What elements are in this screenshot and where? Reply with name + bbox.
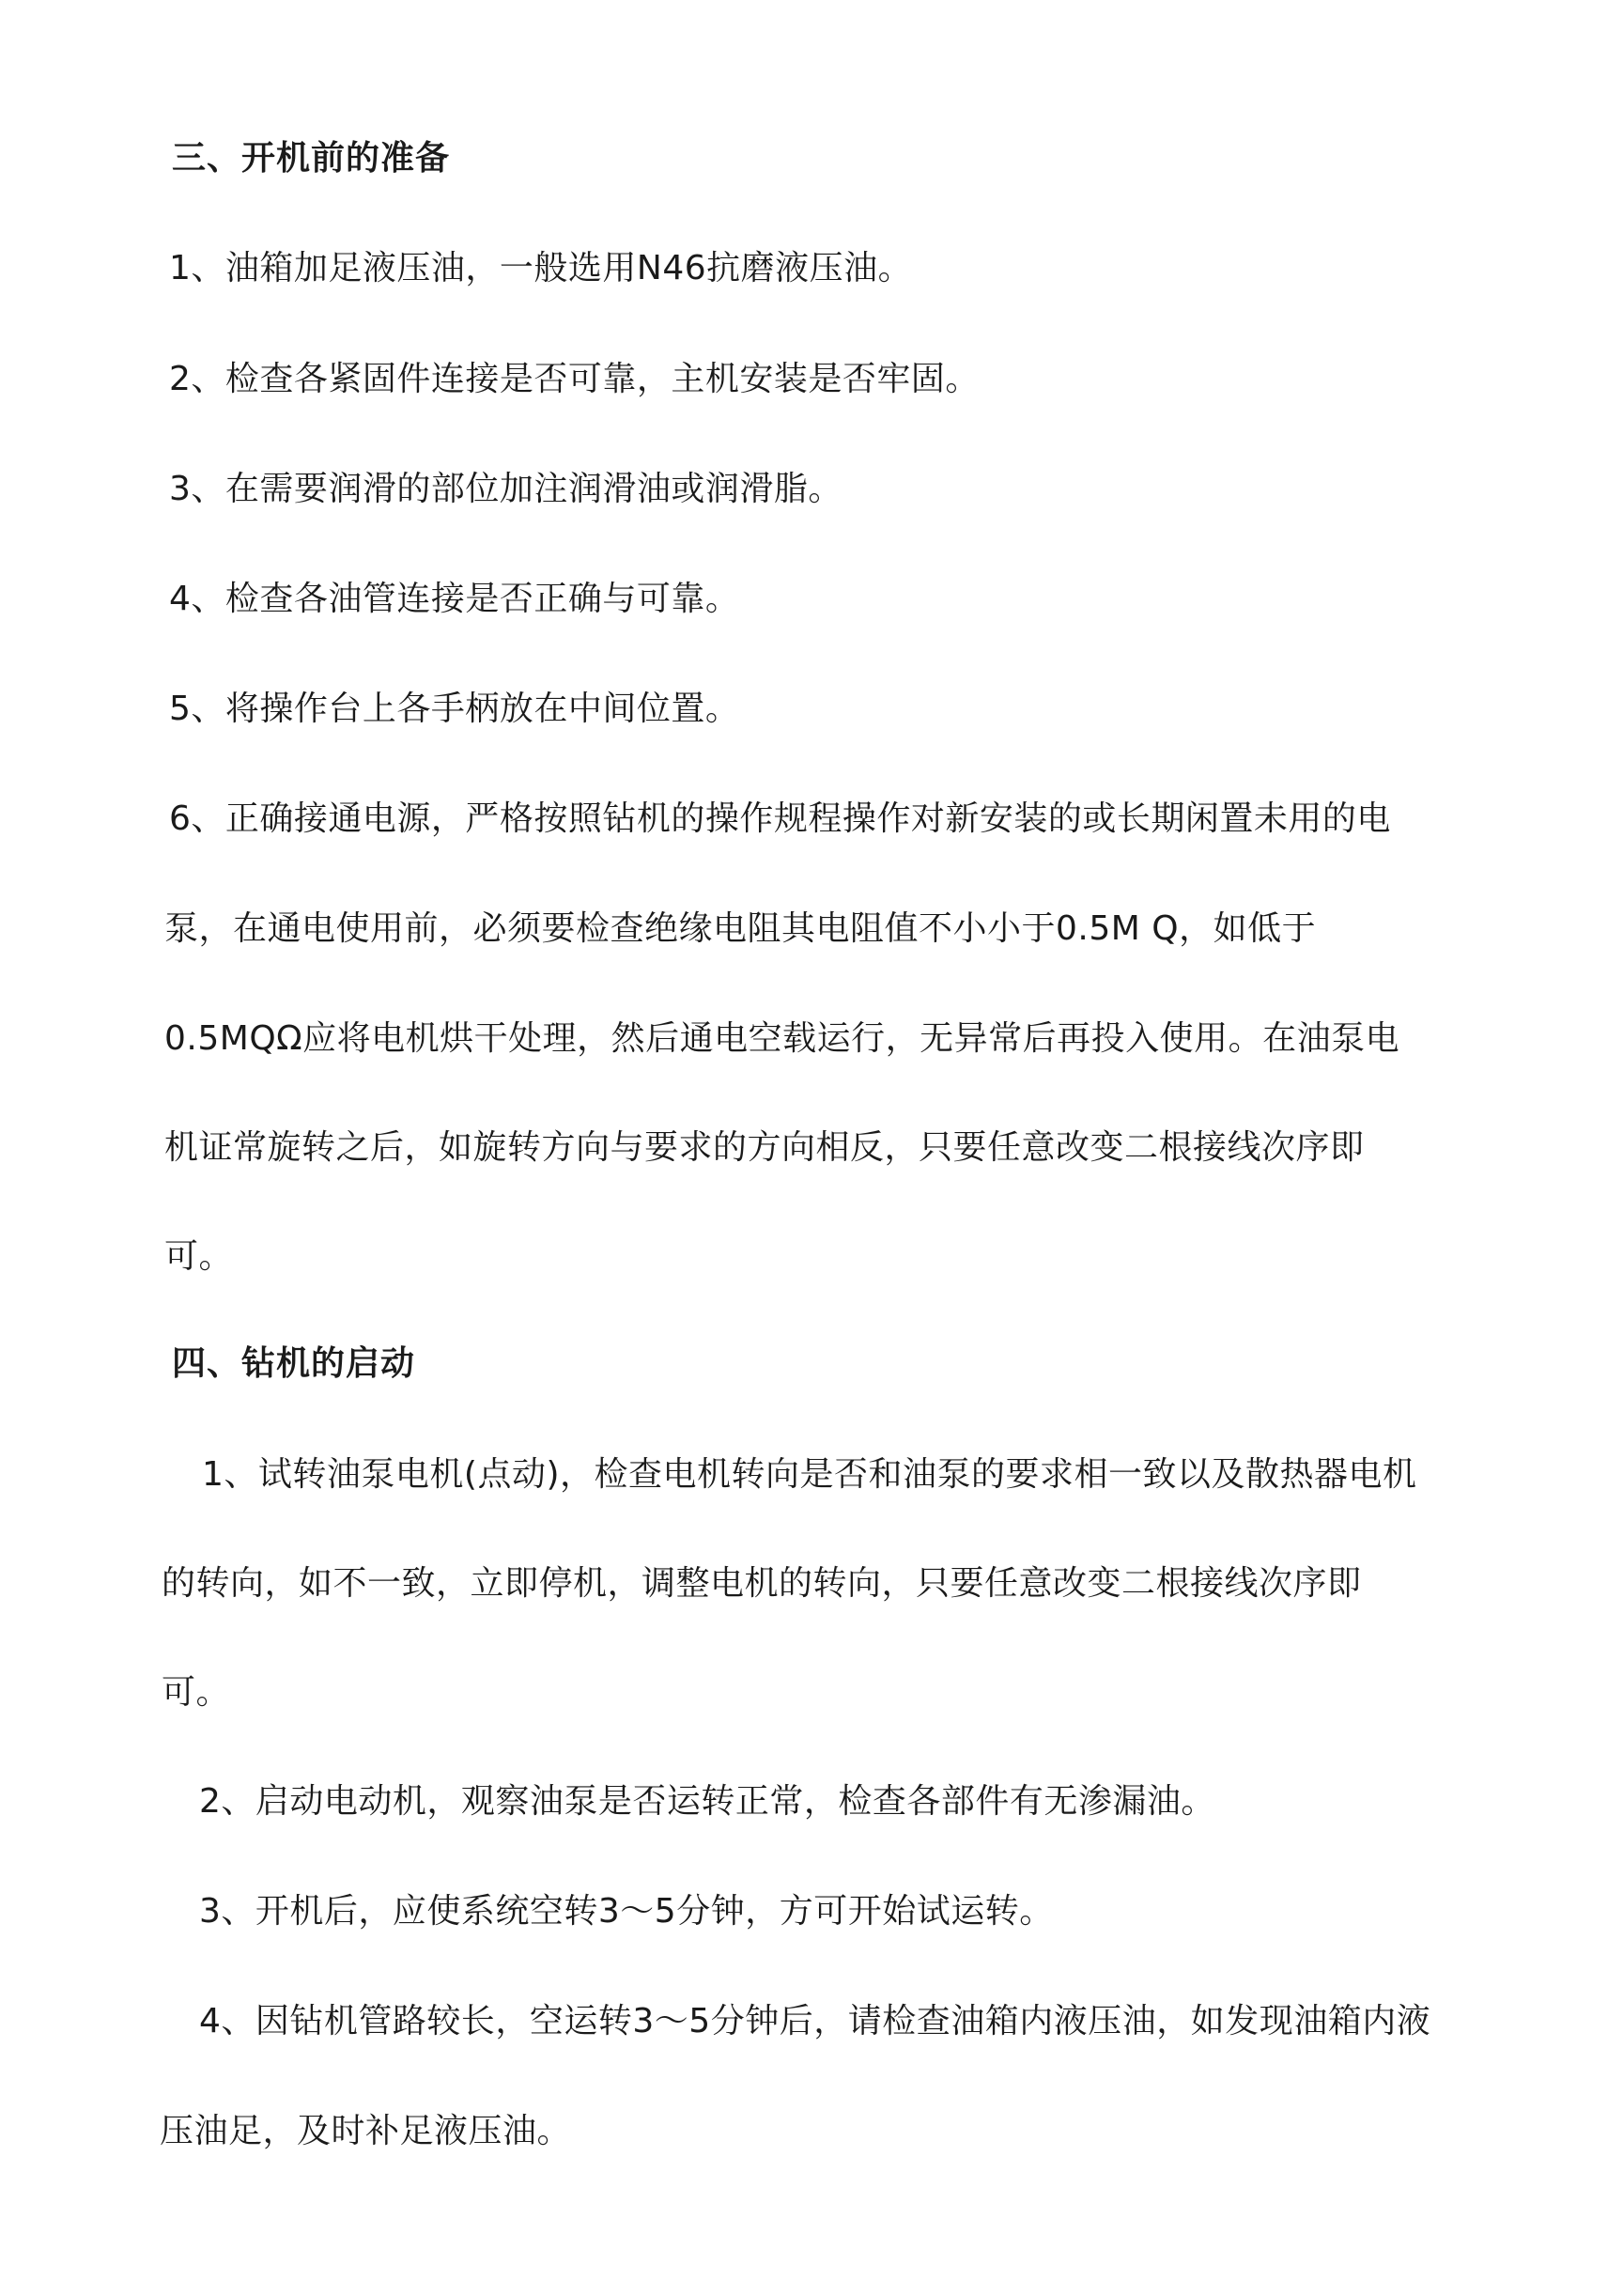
section-4-item-1-line-2: 的转向，如不一致，立即停机，调整电机的转向，只要任意改变二根接线次序即 [162,1564,1362,1603]
section-3-heading: 三、开机前的准备 [172,139,451,178]
section-3-item-3: 3、在需要润滑的部位加注润滑油或润滑脂。 [169,470,842,508]
section-3-item-2: 2、检查各紧固件连接是否可靠，主机安装是否牢固。 [169,360,980,398]
section-3-item-6-line-2: 泵，在通电使用前，必须要检查绝缘电阻其电阻值不小小于0.5M Q，如低于 [164,909,1317,948]
section-3-item-5: 5、将操作台上各手柄放在中间位置。 [169,690,740,728]
section-4-item-4-line-1: 4、因钻机管路较长，空运转3～5分钟后，请检查油箱内液压油，如发现油箱内液 [199,2002,1431,2040]
section-4-item-4-line-2: 压油足，及时补足液压油。 [160,2112,572,2150]
section-4-item-1-line-1: 1、试转油泵电机(点动)，检查电机转向是否和油泵的要求相一致以及散热器电机 [202,1455,1417,1494]
section-3-item-6-line-5: 可。 [164,1237,234,1276]
section-3-item-6-line-1: 6、正确接通电源，严格按照钻机的操作规程操作对新安装的或长期闲置未用的电 [169,799,1391,838]
section-4-item-1-line-3: 可。 [162,1673,231,1712]
section-4-heading: 四、钻机的启动 [172,1344,416,1383]
section-3-item-4: 4、检查各油管连接是否正确与可靠。 [169,580,740,618]
section-4-item-2: 2、启动电动机，观察油泵是否运转正常，检查各部件有无渗漏油。 [199,1782,1215,1821]
section-3-item-6-line-3: 0.5MQΩ应将电机烘干处理，然后通电空载运行，无异常后再投入使用。在油泵电 [164,1019,1400,1058]
section-4-item-3: 3、开机后，应使系统空转3～5分钟，方可开始试运转。 [199,1892,1054,1931]
section-3-item-6-line-4: 机证常旋转之后，如旋转方向与要求的方向相反，只要任意改变二根接线次序即 [164,1128,1365,1167]
section-3-item-1: 1、油箱加足液压油，一般选用N46抗磨液压油。 [169,249,913,287]
